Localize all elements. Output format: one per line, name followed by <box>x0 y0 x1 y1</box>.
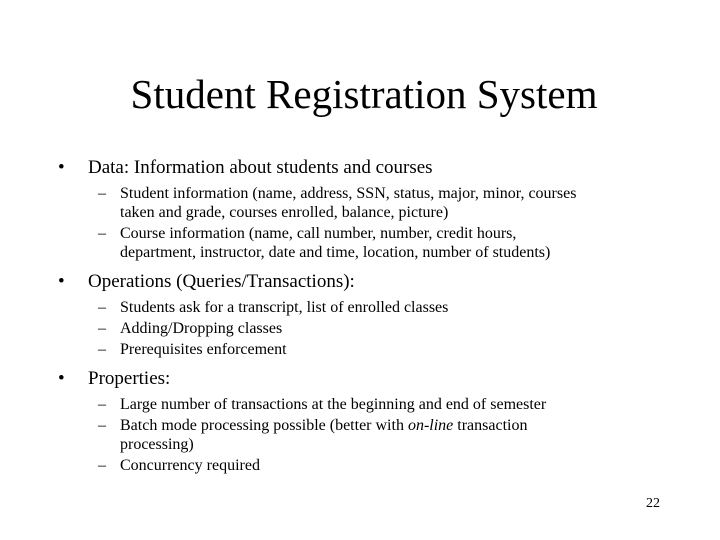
sub-item-line: processing) <box>120 436 194 453</box>
slide-content <box>58 156 678 475</box>
bullet-marker: • <box>58 368 65 389</box>
sub-item-line-pre: Batch mode processing possible (better with <box>120 417 408 434</box>
sub-item <box>58 456 678 475</box>
sub-item-line: Students ask for a transcript, list of enrolled classes <box>120 299 449 316</box>
sub-item-line-emphasis: on-line <box>407 417 454 434</box>
sub-item <box>58 395 678 414</box>
slide-title: Student Registration System <box>130 71 598 117</box>
sub-item-line: Student information (name, address, SSN, status, major, minor, courses <box>120 185 577 202</box>
dash-marker: – <box>98 396 106 413</box>
sub-item <box>58 416 678 454</box>
bullet-data <box>58 156 678 180</box>
page-number: 22 <box>646 496 660 511</box>
bullet-heading: Data: Information about students and courses <box>88 157 433 178</box>
sublist-operations <box>58 298 678 359</box>
sub-item-line: Adding/Dropping classes <box>120 320 283 337</box>
sub-item-line: Course information (name, call number, number, credit hours, <box>120 225 517 242</box>
sub-item-line-post: transaction <box>453 417 528 434</box>
sublist-data <box>58 184 678 262</box>
bullet-properties <box>58 367 678 391</box>
bullet-heading: Operations (Queries/Transactions): <box>88 271 355 292</box>
dash-marker: – <box>98 417 106 434</box>
dash-marker: – <box>98 320 106 337</box>
bullet-operations <box>58 270 678 294</box>
sub-item-line: Prerequisites enforcement <box>120 341 287 358</box>
sub-item <box>58 184 678 222</box>
sub-item <box>58 319 678 338</box>
dash-marker: – <box>98 185 106 202</box>
sub-item <box>58 340 678 359</box>
sub-item-line: Concurrency required <box>120 457 260 474</box>
dash-marker: – <box>98 225 106 242</box>
dash-marker: – <box>98 341 106 358</box>
sub-item-line: taken and grade, courses enrolled, balance, picture) <box>120 204 449 221</box>
sub-item <box>58 224 678 262</box>
bullet-marker: • <box>58 271 65 292</box>
dash-marker: – <box>98 299 106 316</box>
sublist-properties <box>58 395 678 475</box>
sub-item-line: department, instructor, date and time, location, number of students) <box>120 244 551 261</box>
sub-item <box>58 298 678 317</box>
bullet-marker: • <box>58 157 65 178</box>
bullet-heading: Properties: <box>88 368 171 389</box>
dash-marker: – <box>98 457 106 474</box>
sub-item-line: Large number of transactions at the beginning and end of semester <box>120 396 547 413</box>
